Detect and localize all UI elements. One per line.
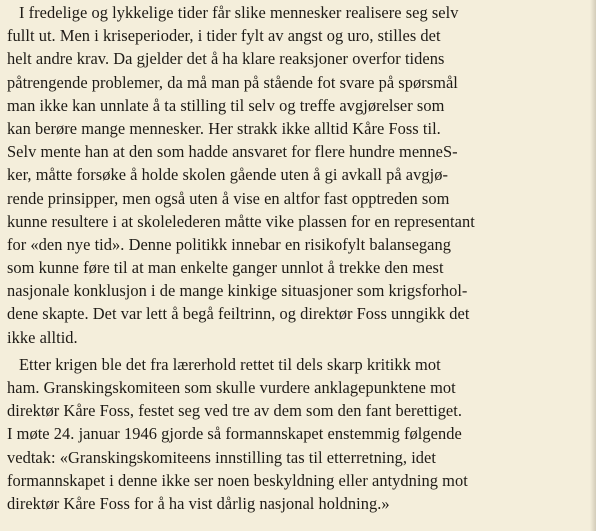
text-line: direktør Kåre Foss, festet seg ved tre av dem som den fant berettiget.: [7, 401, 463, 421]
text-line: som kunne føre til at man enkelte ganger unnlot å trekke den mest: [7, 258, 444, 278]
text-line: helt andre krav. Da gjelder det å ha klare reaksjoner overfor tidens: [7, 49, 445, 69]
text-line: Selv mente han at den som hadde ansvaret for flere hundre menneS-: [7, 142, 458, 162]
text-line: påtrengende problemer, da må man på stående fot svare på spørsmål: [7, 72, 458, 92]
text-line: kunne resultere i at skolelederen måtte vike plassen for en representant: [7, 211, 475, 231]
text-line: kan berøre mange mennesker. Her strakk ikke alltid Kåre Foss til.: [7, 118, 441, 138]
text-line: Etter krigen ble det fra lærerhold rettet til dels skarp kritikk mot: [19, 354, 441, 374]
text-line: ikke alltid.: [7, 327, 78, 347]
text-line: dene skapte. Det var lett å begå feiltrinn, og direktør Foss unngikk det: [7, 304, 470, 324]
text-line: for «den nye tid». Denne politikk innebar en risikofylt balansegang: [7, 234, 451, 254]
text-line: direktør Kåre Foss for å ha vist dårlig nasjonal holdning.»: [7, 493, 390, 513]
page-edge-shadow: [590, 0, 596, 531]
text-line: fullt ut. Men i kriseperioder, i tider fylt av angst og uro, stilles det: [7, 26, 441, 46]
text-line: nasjonale konklusjon i de mange kinkige situasjoner som krigsforhol-: [7, 281, 468, 301]
text-line: rende prinsipper, men også uten å vise en altfor fast opptreden som: [7, 188, 450, 208]
body-text: [7, 1, 587, 515]
paragraph-2: [7, 353, 587, 515]
text-line: formannskapet i denne ikke ser noen beskyldning eller antydning mot: [7, 470, 468, 490]
text-line: I møte 24. januar 1946 gjorde så formannskapet enstemmig følgende: [7, 424, 462, 444]
text-line: vedtak: «Granskingskomiteens innstilling tas til etterretning, idet: [7, 447, 436, 467]
paragraph-1: [7, 1, 587, 349]
text-line: ham. Granskingskomiteen som skulle vurdere anklagepunktene mot: [7, 378, 456, 397]
text-line: ker, måtte forsøke å holde skolen gående uten å gi avkall på avgjø-: [7, 165, 448, 185]
text-line: I fredelige og lykkelige tider får slike mennesker realisere seg selv: [19, 3, 459, 22]
text-line: man ikke kan unnlate å ta stilling til selv og treffe avgjørelser som: [7, 95, 445, 115]
